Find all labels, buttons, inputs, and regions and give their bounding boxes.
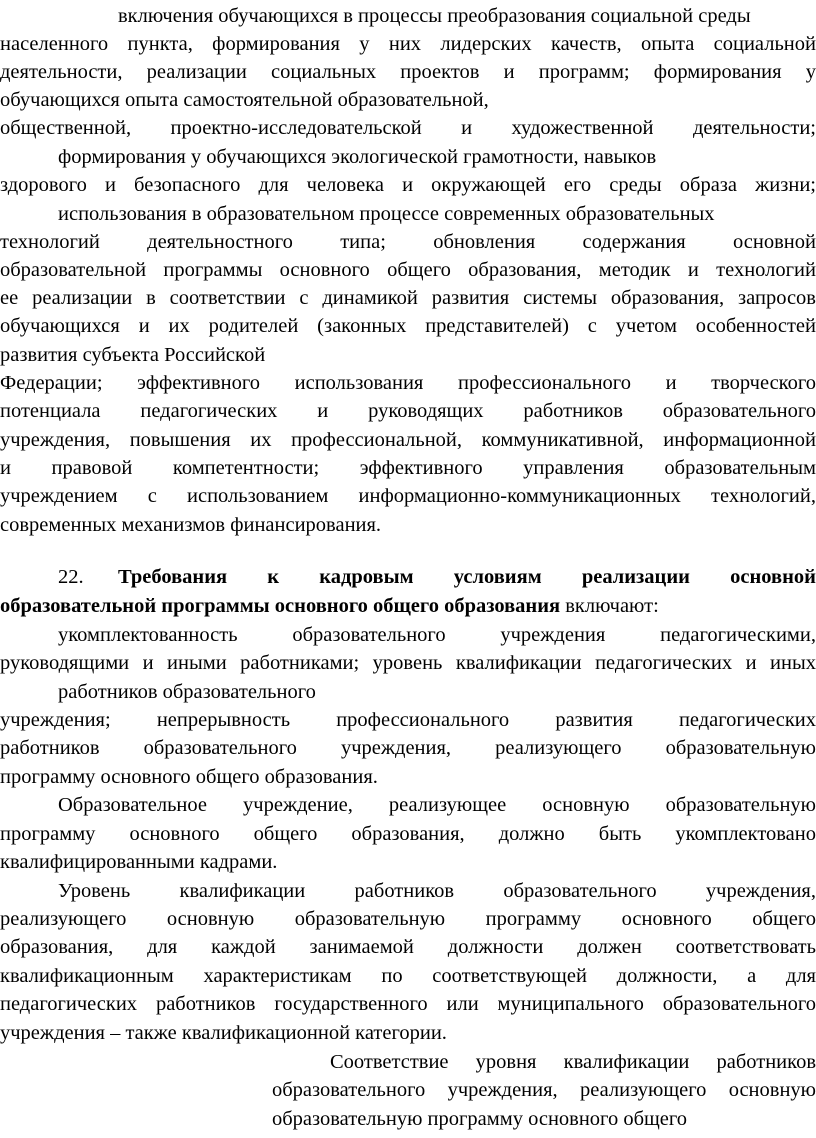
text-line: образовательного учреждения, реализующего основную (272, 1079, 816, 1101)
text-line: и правовой компетентности; эффективного управления образовательным (0, 457, 816, 479)
text-line: современных механизмов финансирования. (0, 514, 382, 536)
section-heading-tail: включают: (560, 595, 659, 617)
text-line: общественной, проектно-исследовательской и художественной деятельности; (0, 117, 816, 139)
text-line: образовательной программы основного общего образования, методик и технологий (0, 259, 816, 281)
text-line: использования в образовательном процессе современных образовательных (58, 203, 715, 225)
text-line: населенного пункта, формирования у них лидерских качеств, опыта социальной (0, 33, 816, 55)
text-line: Соответствие уровня квалификации работников (330, 1051, 816, 1073)
text-line: обучающихся опыта самостоятельной образовательной, (0, 89, 489, 111)
section-number: 22. (58, 566, 84, 588)
text-line: развития субъекта Российской (0, 344, 266, 366)
text-line: образования, для каждой занимаемой должности должен соответствовать (0, 936, 816, 958)
section-heading-bold: образовательной программы основного общего образования (0, 595, 561, 617)
text-line: ее реализации в соответствии с динамикой развития системы образования, запросов (0, 287, 816, 309)
text-line: Образовательное учреждение, реализующее основную образовательную (58, 794, 816, 816)
text-line: учреждения, повышения их профессиональной, коммуникативной, информационной (0, 429, 816, 451)
text-line: здорового и безопасного для человека и окружающей его среды образа жизни; (0, 174, 816, 196)
text-line: формирования у обучающихся экологической грамотности, навыков (58, 146, 657, 168)
text-line: образовательную программу основного общего (272, 1108, 688, 1130)
text-line: Уровень квалификации работников образовательного учреждения, (58, 880, 816, 902)
text-line: деятельности, реализации социальных проектов и программ; формирования у (0, 61, 816, 83)
text-line: квалификационным характеристикам по соответствующей должности, а для (0, 965, 816, 987)
text-line: потенциала педагогических и руководящих работников образовательного (0, 400, 816, 422)
text-line: реализующего основную образовательную программу основного общего (0, 908, 816, 930)
text-line: Федерации; эффективного использования профессионального и творческого (0, 372, 816, 394)
text-line: включения обучающихся в процессы преобразования социальной среды (118, 5, 751, 27)
text-line: обучающихся и их родителей (законных представителей) с учетом особенностей (0, 315, 816, 337)
text-line: программу основного общего образования. (0, 766, 378, 788)
section-heading-line2 (0, 592, 659, 620)
text-line: учреждением с использованием информационно-коммуникационных технологий, (0, 485, 816, 507)
text-line: педагогических работников государственного или муниципального образовательного (0, 993, 816, 1015)
text-line: руководящими и иными работниками; уровень квалификации педагогических и иных (0, 652, 816, 674)
text-line: учреждения; непрерывность профессионального развития педагогических (0, 709, 816, 731)
section-heading: Требования к кадровым условиям реализации основной (118, 566, 816, 588)
text-line: работников образовательного (58, 681, 316, 703)
text-line: учреждения – также квалификационной категории. (0, 1022, 447, 1044)
text-line: программу основного общего образования, должно быть укомплектовано (0, 823, 816, 845)
text-line: технологий деятельностного типа; обновления содержания основной (0, 231, 816, 253)
text-line: укомплектованность образовательного учреждения педагогическими, (58, 624, 816, 646)
text-line: квалифицированными кадрами. (0, 851, 278, 873)
text-line: работников образовательного учреждения, реализующего образовательную (0, 737, 816, 759)
